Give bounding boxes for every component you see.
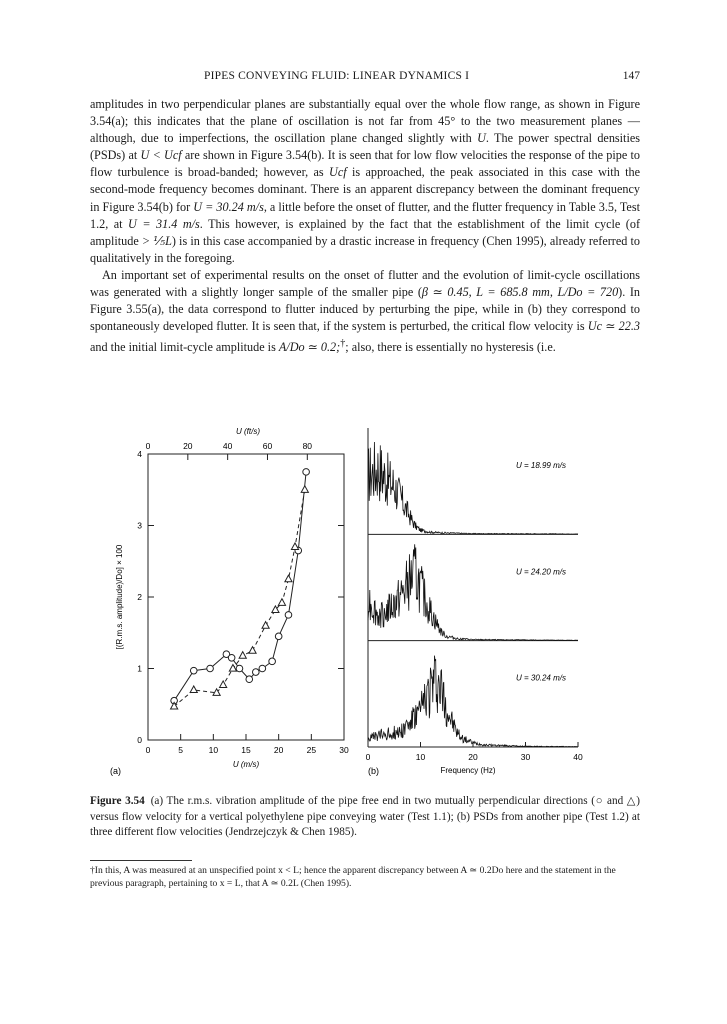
psd-velocity-label: U = 24.20 m/s	[515, 567, 566, 577]
math-inline: U = 31.4 m/s	[128, 216, 200, 231]
y-tick-label: 3	[137, 520, 142, 531]
data-point-triangle	[190, 686, 197, 693]
math-inline: Uc ≃ 22.3	[587, 319, 640, 334]
top-tick-label: 0	[145, 441, 151, 451]
panel-a-chart	[115, 427, 349, 769]
figure-3-54	[96, 422, 616, 784]
y-tick-label: 1	[137, 663, 142, 674]
text-run: . The power spectral densities (PSDs) at	[90, 131, 640, 163]
paragraph-2	[90, 267, 640, 357]
x-tick-label: 40	[573, 752, 583, 762]
data-point-triangle	[220, 681, 227, 688]
data-point-triangle	[229, 665, 236, 672]
data-point-circle	[285, 612, 292, 619]
math-inline: U	[477, 131, 486, 146]
text-run: , a little before the onset of flutter, and the flutter frequency in Table 3.5, Test 1.2, at	[90, 199, 640, 231]
data-point-triangle	[278, 599, 285, 606]
panel-a-label: (a)	[110, 766, 121, 776]
data-point-triangle	[262, 622, 269, 629]
psd-trace-2	[368, 544, 578, 640]
top-tick-label: 20	[183, 441, 193, 451]
data-point-circle	[246, 676, 253, 683]
data-point-triangle	[249, 647, 256, 654]
y-axis-label: [(R.m.s. amplitude)/Do] × 100	[115, 544, 124, 650]
figure-caption-label: Figure 3.54	[90, 795, 145, 807]
text-run: and the initial limit-cycle amplitude is	[90, 340, 279, 355]
top-tick-label: 60	[262, 441, 273, 451]
figure-caption	[90, 794, 640, 841]
data-point-circle	[228, 654, 235, 661]
math-inline: A/Do ≃ 0.2;	[278, 340, 341, 355]
x-tick-label: 5	[178, 745, 184, 755]
data-point-circle	[236, 665, 243, 672]
y-tick-label: 4	[137, 449, 142, 459]
data-point-circle	[259, 665, 266, 672]
text-run: ). In Figure 3.55(a), the data correspond to flutter induced by perturbing the pipe, while in (b) they correspond to spontaneously developed flutter. It is seen that, if the system is perturbed, the critical flow velocity is	[90, 285, 641, 334]
x-tick-label: 0	[365, 752, 371, 762]
text-run: are shown in Figure 3.54(b). It is seen that for low flow velocities the response of the pipe to flow turbulence is broad-banded; however, as	[90, 148, 641, 180]
x-tick-label: 30	[520, 752, 531, 762]
x-tick-label: 20	[273, 745, 284, 755]
footnote: †In this, A was measured at an unspecified point x < L; hence the apparent discrepancy between A ≃ 0.2Do here and the statement in the previous paragraph, pertaining to x = L, that A ≃ 0.2L (Chen 1995).	[90, 865, 616, 889]
footnote-marker: †	[340, 338, 346, 350]
running-header	[90, 70, 640, 88]
text-run: ) is in this case accompanied by a drastic increase in frequency (Chen 1995), already referred to qualitatively in the foregoing.	[90, 233, 640, 265]
x-tick-label: 0	[145, 745, 151, 755]
y-tick-label: 2	[137, 592, 142, 602]
x-tick-label: 10	[208, 745, 219, 755]
text-run: . This however, is explained by the fact that the establishment of the limit cycle (of amplitude	[90, 216, 641, 248]
psd-velocity-label: U = 30.24 m/s	[515, 673, 566, 683]
panel-b-label: (b)	[368, 766, 379, 776]
text-run: amplitudes in two perpendicular planes are substantially equal over the whole flow range, as shown in Figure 3.54(a); this indicates that the plane of oscillation is not far from 45° to the two measurement planes — although, due to imperfections, the oscillation plane changed slightly with	[90, 97, 640, 146]
data-point-circle	[253, 669, 260, 676]
top-tick-label: 80	[302, 441, 313, 451]
data-point-circle	[269, 658, 276, 665]
data-point-circle	[303, 469, 310, 476]
math-inline: U < Ucf	[140, 148, 182, 163]
data-point-circle	[190, 667, 197, 674]
body-text	[90, 96, 640, 356]
math-inline: > ⅕L	[141, 233, 172, 248]
panel-b-chart	[366, 428, 583, 775]
footnote-rule	[90, 860, 192, 861]
x-tick-label: 30	[339, 745, 349, 755]
paragraph-1	[90, 96, 640, 267]
x-tick-label: 10	[415, 752, 426, 762]
page-number: 147	[622, 70, 640, 82]
x-axis-label: Frequency (Hz)	[440, 766, 496, 775]
data-point-triangle	[239, 652, 246, 659]
data-point-triangle	[285, 575, 292, 582]
data-point-triangle	[301, 486, 308, 493]
data-point-triangle	[291, 543, 298, 550]
x-tick-label: 15	[241, 745, 251, 755]
top-tick-label: 40	[222, 441, 233, 451]
figure-svg	[96, 422, 616, 784]
text-run: is approached, the peak associated in this case with the second-mode frequency becomes dominant. There is an apparent discrepancy between the dominant frequency in Figure 3.54(b) for	[90, 165, 641, 214]
math-inline: Ucf	[329, 165, 347, 180]
text-run: ; also, there is essentially no hysteresis (i.e.	[345, 340, 556, 355]
math-inline: U = 30.24 m/s	[193, 199, 264, 214]
x-axis-label: U (m/s)	[232, 760, 260, 769]
x-tick-label: 25	[306, 745, 317, 755]
plot-frame	[148, 454, 344, 740]
y-tick-label: 0	[137, 735, 142, 745]
psd-velocity-label: U = 18.99 m/s	[515, 461, 566, 470]
text-run: An important set of experimental results on the onset of flutter and the evolution of limit-cycle oscillations was generated with a slightly longer sample of the smaller pipe (	[90, 267, 640, 300]
x-tick-label: 20	[468, 752, 478, 762]
data-point-circle	[207, 665, 214, 672]
psd-trace-3	[368, 656, 578, 747]
data-point-circle	[275, 633, 282, 640]
top-axis-label: U (ft/s)	[236, 427, 260, 436]
math-inline: β ≃ 0.45, L = 685.8 mm, L/Do = 720	[421, 285, 619, 300]
psd-trace-1	[368, 442, 578, 534]
running-title: PIPES CONVEYING FLUID: LINEAR DYNAMICS I	[204, 70, 470, 82]
figure-caption-text: (a) The r.m.s. vibration amplitude of the pipe free end in two mutually perpendicular directions (○ and △) versus flow velocity for a vertical polyethylene pipe conveying water (Test 1.1); (b) PSDs from another pipe (Test 1.2) at three different flow velocities (Jendrzejczyk & Chen 1985).	[90, 795, 640, 838]
